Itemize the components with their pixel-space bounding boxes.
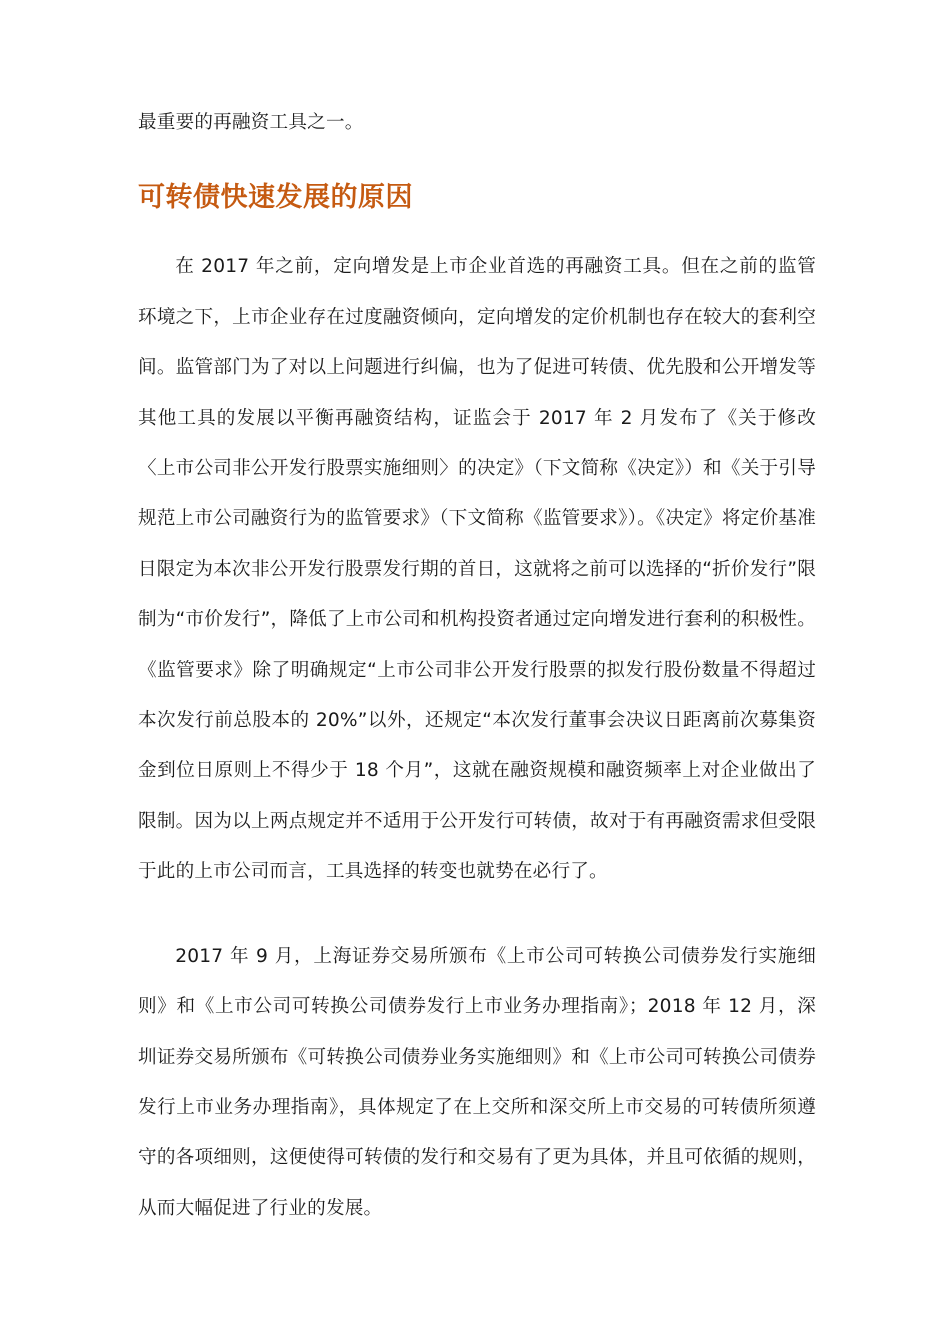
paragraph-1: 在 2017 年之前，定向增发是上市企业首选的再融资工具。但在之前的监管环境之下，上市企业存在过度融资倾向，定向增发的定价机制也存在较大的套利空间。监管部门为了对以上问题进行纠偏，也为了促进可转债、优先股和公开增发等其他工具的发展以平衡再融资结构，证监会于 2017 年 2 月发布了《关于修改〈上市公司非公开发行股票实施细则〉的决定》（下文简称《决定》）和《关于引导规范上市公司融资行为的监管要求》（下文简称《监管要求》）。《决定》将定价基准日限定为本次非公开发行股票发行期的首日，这就将之前可以选择的“折价发行”限制为“市价发行”，降低了上市公司和机构投资者通过定向增发进行套利的积极性。《监管要求》除了明确规定“上市公司非公开发行股票的拟发行股份数量不得超过本次发行前总股本的 20%”以外，还规定“本次发行董事会决议日距离前次募集资金到位日原则上不得少于 18 个月”，这就在融资规模和融资频率上对企业做出了限制。因为以上两点规定并不适用于公开发行可转债，故对于有再融资需求但受限于此的上市公司而言，工具选择的转变也就势在必行了。 — [138, 256, 816, 883]
section-heading: 可转债快速发展的原因 — [138, 182, 413, 214]
paragraph-spacer — [138, 898, 816, 932]
paragraph-2: 2017 年 9 月，上海证券交易所颁布《上市公司可转换公司债券发行实施细则》和《上市公司可转换公司债券发行上市业务办理指南》；2018 年 12 月，深圳证券交易所颁布《可转换公司债券业务实施细则》和《上市公司可转换公司债券发行上市业务办理指南》，具体规定了在上交所和深交所上市交易的可转债所须遵守的各项细则，这便使得可转债的发行和交易有了更为具体，并且可依循的规则，从而大幅促进了行业的发展。 — [138, 945, 816, 1219]
lead-line: 最重要的再融资工具之一。 — [138, 112, 364, 133]
document-body — [138, 98, 816, 1234]
